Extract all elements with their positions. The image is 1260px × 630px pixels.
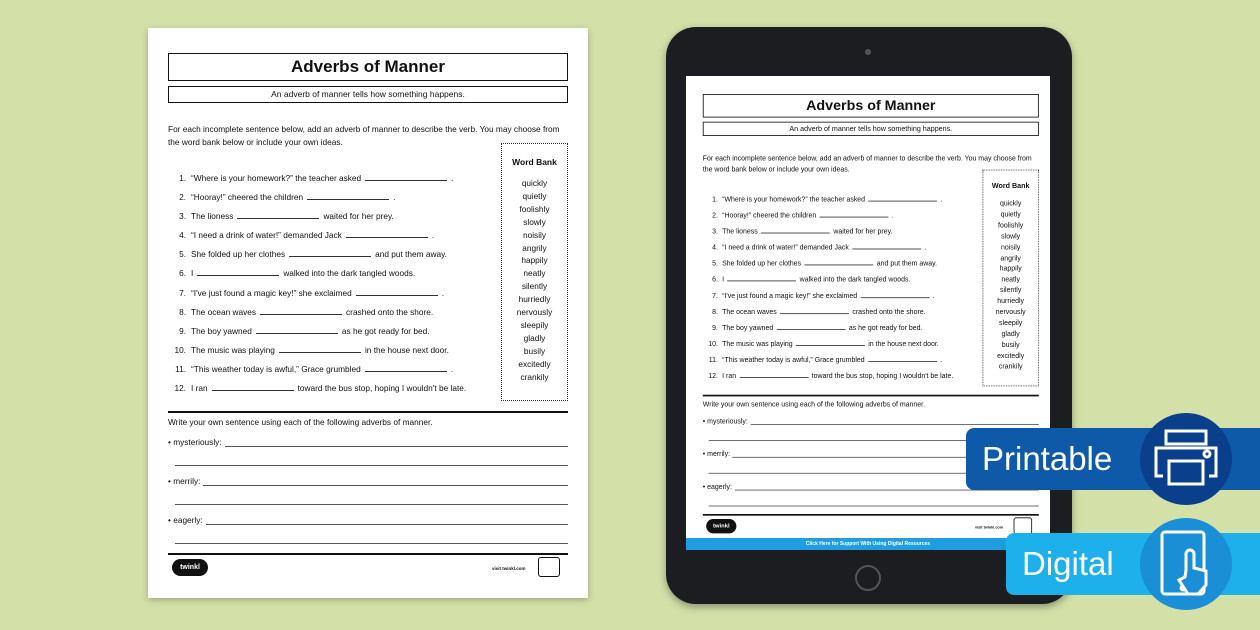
visit-link[interactable]: visit twinkl.com <box>492 566 526 571</box>
sentence-start: I ran <box>191 383 208 394</box>
sentence-start: “I've just found a magic key!” she exclaimed <box>191 287 352 298</box>
item-number: 2. <box>712 210 718 220</box>
word-bank-word: quickly <box>521 178 548 188</box>
answer-blank[interactable] <box>365 362 447 372</box>
adverb-label: • merrily: <box>168 476 201 486</box>
word-bank-word: quietly <box>1000 209 1021 219</box>
item-number: 7. <box>179 287 186 298</box>
sentence-end: waited for her prey. <box>833 226 893 236</box>
sentence-end: walked into the dark tangled woods. <box>799 274 911 284</box>
answer-blank[interactable] <box>739 370 808 378</box>
word-bank-word: slowly <box>1001 231 1021 240</box>
answer-blank[interactable] <box>346 228 428 238</box>
worksheet <box>148 28 588 598</box>
sentence-item <box>170 209 500 228</box>
sentence-item <box>170 266 500 285</box>
item-number: 9. <box>179 325 186 336</box>
sentence-start: The lioness <box>722 226 758 236</box>
own-sentence-line <box>168 437 568 447</box>
sentence-start: The ocean waves <box>191 306 257 317</box>
sentence-item <box>704 257 981 273</box>
answer-blank[interactable] <box>289 247 371 257</box>
printable-label: Printable <box>982 440 1113 477</box>
item-number: 8. <box>179 306 186 317</box>
word-bank-word: foolishly <box>998 220 1024 230</box>
sentence-start: “Hooray!” cheered the children <box>191 192 304 203</box>
adverb-label: • eagerly: <box>702 482 732 491</box>
support-link[interactable]: Click Here for Support With Using Digital Resources <box>686 538 1050 550</box>
sentence-start: “Where is your homework?” the teacher asked <box>722 194 866 204</box>
item-number: 10. <box>708 339 718 348</box>
own-sentence-line <box>703 417 1039 425</box>
word-bank-word: gladly <box>523 332 546 343</box>
sentence-start: She folded up her clothes <box>722 258 802 268</box>
answer-blank[interactable] <box>365 171 447 181</box>
own-sentence-line <box>168 476 568 486</box>
sentence-item <box>704 225 981 241</box>
word-bank-word: crankily <box>998 361 1023 371</box>
item-number: 3. <box>712 226 718 236</box>
sentence-start: The boy yawned <box>191 325 252 336</box>
footer-divider <box>168 553 568 555</box>
item-number: 11. <box>708 355 718 364</box>
sentence-item <box>170 305 500 324</box>
sentence-item <box>704 321 981 337</box>
answer-blank[interactable] <box>777 321 846 329</box>
sentence-end: . <box>924 242 927 252</box>
answer-blank[interactable] <box>356 286 438 296</box>
divider <box>168 411 568 413</box>
sentence-item <box>170 362 500 381</box>
word-bank-word: hurriedly <box>997 296 1025 305</box>
twinkl-logo: twinkl <box>172 559 208 576</box>
word-bank <box>983 170 1039 387</box>
own-sentence-line <box>168 515 568 525</box>
sentence-end: toward the bus stop, hoping I wouldn't be late. <box>811 371 954 380</box>
sentence-item <box>704 305 981 321</box>
item-number: 3. <box>179 211 186 222</box>
word-bank-word: busily <box>523 345 546 356</box>
word-bank-word: happily <box>521 255 548 266</box>
sentence-item <box>704 370 981 386</box>
writing-line[interactable] <box>175 465 568 466</box>
item-number: 6. <box>712 274 718 284</box>
word-bank-word: crankily <box>520 371 549 382</box>
sentence-end: . <box>441 287 444 298</box>
sentence-end: in the house next door. <box>868 339 939 348</box>
sentence-end: in the house next door. <box>364 344 449 355</box>
writing-line[interactable] <box>750 417 1038 425</box>
sentence-end: . <box>431 230 435 241</box>
sentence-end: . <box>940 355 943 364</box>
word-bank-word: silently <box>1000 285 1022 295</box>
item-number: 11. <box>175 363 186 374</box>
answer-blank[interactable] <box>780 305 849 313</box>
sentence-end: . <box>393 192 396 203</box>
word-bank-word: busily <box>1001 339 1020 349</box>
word-bank-word: sleepily <box>999 318 1023 327</box>
sentence-end: as he got ready for bed. <box>341 325 430 336</box>
sentence-end: toward the bus stop, hoping I wouldn't be late. <box>297 383 467 394</box>
item-number: 6. <box>179 268 186 279</box>
sentence-end: . <box>451 173 454 183</box>
worksheet-title: Adverbs of Manner <box>168 53 568 81</box>
sentence-end: and put them away. <box>876 258 938 268</box>
own-sentence-row <box>168 515 568 544</box>
word-bank-word: excitedly <box>997 350 1025 360</box>
sentence-start: The ocean waves <box>722 307 777 316</box>
twinkl-logo: twinkl <box>706 519 736 533</box>
adverb-label: • merrily: <box>702 449 731 458</box>
answer-blank[interactable] <box>307 190 389 200</box>
item-number: 4. <box>712 242 718 252</box>
worksheet-subtitle: An adverb of manner tells how something happens. <box>703 122 1039 136</box>
answer-blank[interactable] <box>212 381 294 391</box>
sentence-start: The lioness <box>191 211 234 222</box>
word-bank-word: hurriedly <box>518 294 551 305</box>
word-bank-word: noisily <box>1000 242 1021 251</box>
item-number: 5. <box>712 258 718 268</box>
printable-worksheet <box>148 28 588 598</box>
own-sentence-prompt: Write your own sentence using each of the following adverbs of manner. <box>702 399 926 409</box>
answer-blank[interactable] <box>868 354 937 362</box>
sentence-end: waited for her prey. <box>323 211 394 222</box>
answer-blank[interactable] <box>820 209 889 217</box>
writing-line[interactable] <box>709 506 1039 507</box>
answer-blank[interactable] <box>197 266 279 276</box>
answer-blank[interactable] <box>761 225 830 233</box>
footer-divider <box>703 514 1039 516</box>
camera-icon <box>865 49 871 55</box>
worksheet-subtitle: An adverb of manner tells how something happens. <box>168 86 568 103</box>
answer-blank[interactable] <box>868 193 937 201</box>
word-bank-word: neatly <box>523 268 546 279</box>
word-bank-word: sleepily <box>520 319 549 330</box>
sentence-start: “Hooray!” cheered the children <box>722 210 817 220</box>
item-number: 2. <box>179 192 186 203</box>
worksheet-title: Adverbs of Manner <box>703 94 1039 118</box>
item-number: 7. <box>712 291 718 300</box>
sentence-end: . <box>891 210 894 220</box>
answer-blank[interactable] <box>260 305 342 315</box>
sentence-item <box>170 286 500 305</box>
sentence-start: “I've just found a magic key!” she exclaimed <box>722 291 858 300</box>
word-bank-word: angrily <box>522 242 547 253</box>
sentence-start: I <box>722 274 725 284</box>
sentence-list <box>170 171 500 400</box>
writing-line[interactable] <box>225 437 568 447</box>
printer-icon <box>1140 413 1232 505</box>
sentence-start: I <box>191 268 194 279</box>
sentence-end: as he got ready for bed. <box>848 323 923 332</box>
word-bank-title: Word Bank <box>991 181 1030 190</box>
answer-blank[interactable] <box>852 241 921 249</box>
word-bank-word: noisily <box>522 229 547 240</box>
sentence-start: I ran <box>722 371 737 380</box>
sentence-end: and put them away. <box>375 249 447 260</box>
quality-stamp-icon <box>1014 517 1032 534</box>
sentence-item <box>170 190 500 209</box>
tablet-touch-icon <box>1140 518 1232 610</box>
writing-line[interactable] <box>175 543 568 544</box>
adverb-label: • mysteriously: <box>168 437 222 447</box>
sentence-item <box>170 343 500 362</box>
sentence-item <box>704 337 981 353</box>
sentence-end: . <box>940 194 943 204</box>
sentence-end: crashed onto the shore. <box>852 307 926 316</box>
sentence-item <box>704 273 981 289</box>
divider <box>703 395 1039 396</box>
answer-blank[interactable] <box>727 273 796 281</box>
item-number: 12. <box>708 371 718 380</box>
quality-stamp-icon <box>538 557 560 577</box>
sentence-item <box>170 228 500 247</box>
word-bank-word: slowly <box>523 216 546 227</box>
sentence-item <box>170 247 500 266</box>
item-number: 12. <box>174 383 186 394</box>
sentence-list <box>704 193 981 385</box>
word-bank-word: foolishly <box>519 203 550 214</box>
answer-blank[interactable] <box>237 209 319 219</box>
word-bank-title: Word Bank <box>512 157 557 167</box>
word-bank-word: quietly <box>522 190 547 201</box>
answer-blank[interactable] <box>796 337 865 345</box>
answer-blank[interactable] <box>860 289 929 297</box>
sentence-end: crashed onto the shore. <box>346 306 434 317</box>
home-button[interactable] <box>855 565 881 591</box>
word-bank-word: gladly <box>1001 329 1020 338</box>
instructions: For each incomplete sentence below, add an adverb of manner to describe the verb. You may choose from the word bank below or include your own ideas. <box>702 153 1032 173</box>
item-number: 8. <box>712 307 718 316</box>
item-number: 1. <box>179 173 186 183</box>
sentence-start: The music was playing <box>722 339 793 348</box>
item-number: 10. <box>174 344 186 355</box>
adverb-label: • mysteriously: <box>702 416 748 425</box>
sentence-item <box>704 354 981 370</box>
sentence-item <box>170 324 500 343</box>
sentence-item <box>704 289 981 305</box>
own-sentence-prompt: Write your own sentence using each of the following adverbs of manner. <box>168 417 433 427</box>
sentence-end: . <box>932 291 935 300</box>
own-sentence-row <box>168 476 568 505</box>
writing-line[interactable] <box>175 504 568 505</box>
sentence-item <box>704 241 981 257</box>
sentence-item <box>704 193 981 209</box>
sentence-end: . <box>450 363 454 374</box>
own-sentence-row <box>168 437 568 466</box>
tablet-device <box>666 27 1072 604</box>
visit-link[interactable]: visit twinkl.com <box>974 524 1004 530</box>
word-bank-word: nervously <box>995 307 1026 316</box>
adverb-label: • eagerly: <box>168 515 203 525</box>
word-bank-word: quickly <box>1000 199 1022 208</box>
sentence-end: walked into the dark tangled woods. <box>283 268 416 279</box>
word-bank-word: excitedly <box>518 358 551 369</box>
sentence-start: “This weather today is awful,” Grace grumbled <box>722 355 865 364</box>
writing-line[interactable] <box>206 515 568 525</box>
answer-blank[interactable] <box>279 343 361 353</box>
answer-blank[interactable] <box>805 257 874 265</box>
instructions: For each incomplete sentence below, add an adverb of manner to describe the verb. You may choose from the word bank below or include your own ideas. <box>168 124 560 147</box>
sentence-start: She folded up her clothes <box>191 249 286 260</box>
sentence-item <box>704 209 981 225</box>
item-number: 5. <box>179 249 186 260</box>
item-number: 1. <box>712 194 718 204</box>
word-bank-word: angrily <box>1000 253 1021 262</box>
sentence-start: “I need a drink of water!” demanded Jack <box>722 242 849 252</box>
writing-line[interactable] <box>203 476 568 486</box>
word-bank-word: neatly <box>1001 274 1020 284</box>
item-number: 9. <box>712 323 718 332</box>
sentence-item <box>170 171 500 190</box>
sentence-start: “Where is your homework?” the teacher asked <box>191 173 362 183</box>
item-number: 4. <box>179 230 186 241</box>
word-bank <box>501 143 568 401</box>
sentence-start: “This weather today is awful,” Grace grumbled <box>191 363 361 374</box>
word-bank-word: silently <box>521 281 548 292</box>
sentence-start: The music was playing <box>191 344 275 355</box>
sentence-start: “I need a drink of water!” demanded Jack <box>191 230 342 241</box>
word-bank-word: nervously <box>516 307 553 318</box>
word-bank-word: happily <box>999 264 1022 273</box>
digital-label: Digital <box>1022 545 1114 582</box>
sentence-start: The boy yawned <box>722 323 774 332</box>
answer-blank[interactable] <box>256 324 338 334</box>
sentence-item <box>170 381 500 400</box>
